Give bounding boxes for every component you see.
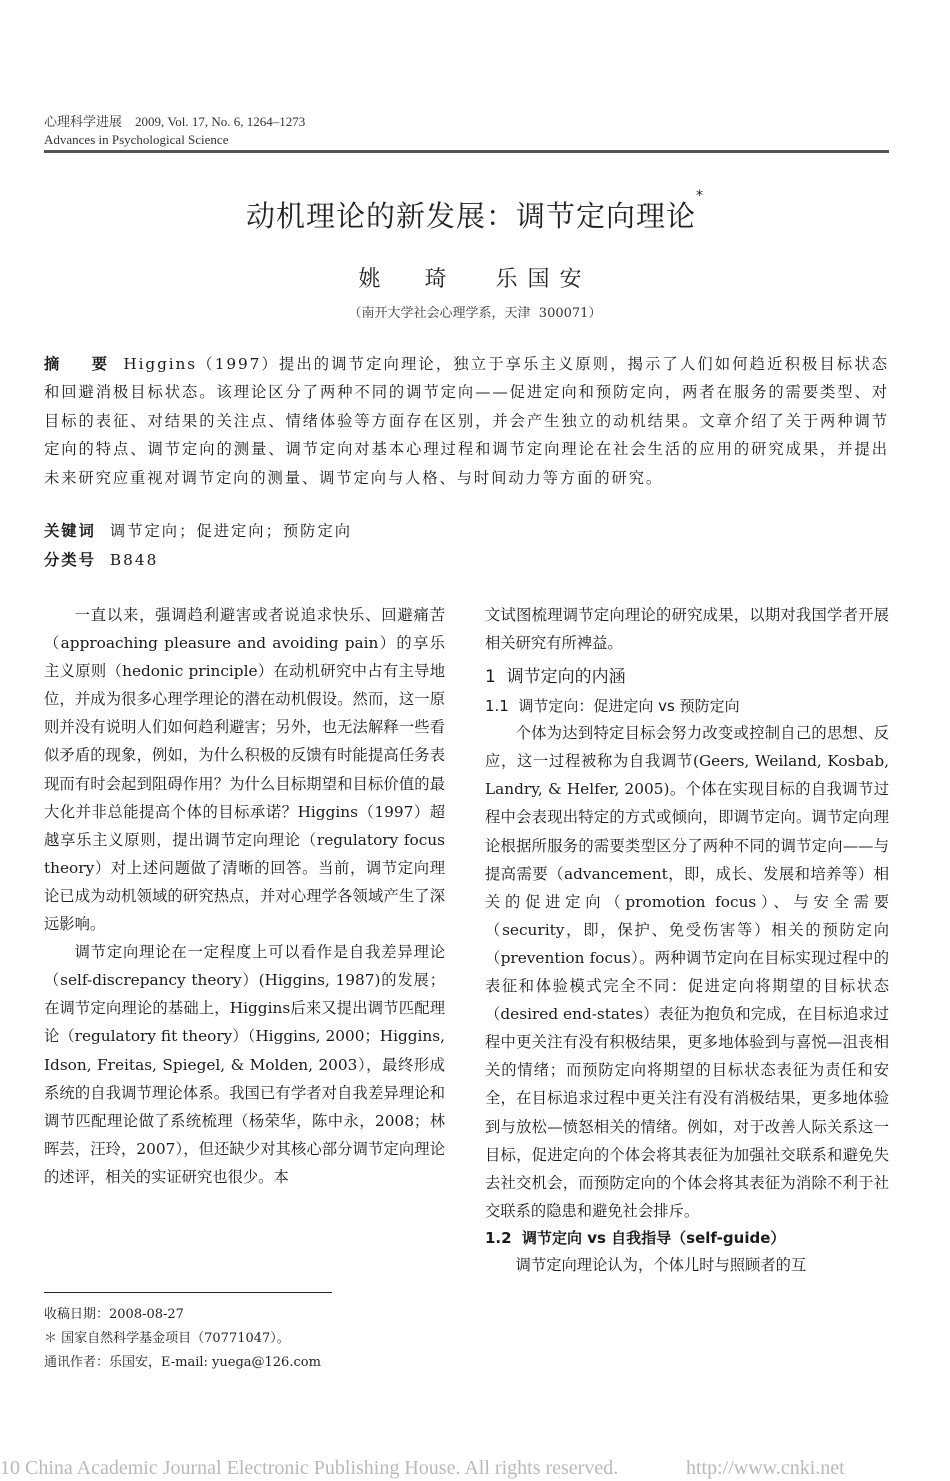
paragraph: 调节定向理论认为，个体儿时与照顾者的互 (515, 1255, 807, 1274)
paragraph: 个体为达到特定目标会努力改变或控制自己的思想、反应，这一过程被称为自我调节(Geers, Weiland, Kosbab, Landry, & Helfer, 2005)。个体在实现目标的自我调节过程中会表现出特定的方式或倾向，即调节定向。调节定向理论根据所服务的需要类型区分了两种不同的调节定向——与提高需要（advancement，即，成长、发展和培养等）相关的促进定向（promotion focus）、与安全需要（security，即，保护、免受伤害等）相关的预防定向（prevention focus）。两种调节定向在目标实现过程中的表征和体验模式完全不同：促进定向将期望的目标状态（desired end-states）表征为抱负和完成，在目标追求过程中更关注有没有积极结果，更多地体验到与喜悦—沮丧相关的情绪；而预防定向将期望的目标状态表征为责任和安全，在目标追求过程中更关注有没有消极结果，更多地体验到与放松—愤怒相关的情绪。例如，对于改善人际关系这一目标，促进定向的个体会将其表征为加强社交联系和避免失去社交机会，而预防定向的个体会将其表征为消除不利于社交联系的隐患和避免社会排斥。 (485, 724, 889, 1220)
classification (44, 548, 158, 570)
keywords (44, 519, 352, 541)
fund-note: ＊ 国家自然科学基金项目（70771047）。 (44, 1331, 290, 1346)
copyright-footer (0, 1457, 950, 1480)
journal-name-en: Advances in Psychological Science (44, 132, 229, 147)
title-footnote-mark: * (696, 188, 704, 204)
header-rule (44, 150, 889, 153)
keywords-label: 关键词 (44, 522, 96, 540)
paragraph: 一直以来，强调趋利避害或者说追求快乐、回避痛苦（approaching pleasure and avoiding pain）的享乐主义原则（hedonic principle）在动机研究中占有主导地位，并成为很多心理学理论的潜在动机假设。然而，这一原则并没有说明人们如何趋利避害；另外，也无法解释一些看似矛盾的现象，例如，为什么积极的反馈有时能提高任务表现而有时会起到阻碍作用？为什么目标期望和目标价值的最大化并非总能提高个体的目标承诺？Higgins（1997）超越享乐主义原则，提出调节定向理论（regulatory focus theory）对上述问题做了清晰的回答。当前，调节定向理论已成为动机领域的研究热点，并对心理学各领域产生了深远影响。 (44, 606, 445, 934)
paper-title (0, 188, 950, 235)
abstract (44, 350, 889, 492)
journal-header (44, 113, 305, 149)
paragraph: 调节定向理论在一定程度上可以看作是自我差异理论（self-discrepancy theory）(Higgins, 1987)的发展；在调节定向理论的基础上，Higgins后来又提出调节匹配理论（regulatory fit theory）（Higgins, 2000；Higgins, Idson, Freitas, Spiegel, & Molden, 2003），最终形成系统的自我调节理论体系。我国已有学者对自我差异理论和调节匹配理论做了系统梳理（杨荣华，陈中永，2008；林晖芸，汪玲，2007），但还缺少对其核心部分调节定向理论的述评，相关的实证研究也很少。本 (44, 943, 445, 1186)
footer-url[interactable]: http://www.cnki.net (686, 1457, 845, 1479)
subsection-heading: 1.2 调节定向 vs 自我指导（self-guide） (485, 1228, 786, 1247)
abstract-text: Higgins（1997）提出的调节定向理论，独立于享乐主义原则，揭示了人们如何趋近积极目标状态和回避消极目标状态。该理论区分了两种不同的调节定向——促进定向和预防定向，两者在服务的需要类型、对目标的表征、对结果的关注点、情绪体验等方面存在区别，并会产生独立的动机结果。文章介绍了关于两种调节定向的特点、调节定向的测量、调节定向对基本心理过程和调节定向理论在社会生活的应用的研究成果，并提出未来研究应重视对调节定向的测量、调节定向与人格、与时间动力等方面的研究。 (44, 355, 889, 487)
author-1: 姚 琦 (358, 267, 457, 292)
footnotes (44, 1303, 321, 1375)
copyright-text: 10 China Academic Journal Electronic Publishing House. All rights reserved. (0, 1457, 619, 1479)
journal-citation: 心理科学进展 2009, Vol. 17, No. 6, 1264–1273 (44, 114, 306, 129)
classification-text: B848 (109, 551, 159, 569)
title-text: 动机理论的新发展：调节定向理论 (245, 199, 696, 233)
keywords-text: 调节定向；促进定向；预防定向 (109, 522, 353, 540)
section-heading: 1 调节定向的内涵 (485, 667, 626, 688)
body-right-column (485, 601, 889, 1279)
footnote-rule (44, 1292, 332, 1293)
contact-author: 通讯作者：乐国安，E-mail: yuega@126.com (44, 1355, 321, 1370)
paragraph: 文试图梳理调节定向理论的研究成果，以期对我国学者开展相关研究有所裨益。 (485, 606, 889, 653)
affiliation: （南开大学社会心理学系，天津 300071） (348, 306, 602, 321)
author-2: 乐国安 (495, 267, 592, 292)
subsection-heading: 1.1 调节定向：促进定向 vs 预防定向 (485, 697, 740, 716)
abstract-label: 摘 要 (44, 355, 110, 373)
body-left-column (44, 601, 445, 1191)
classification-label: 分类号 (44, 551, 96, 569)
received-date: 收稿日期：2008-08-27 (44, 1307, 184, 1322)
author-list (0, 262, 950, 293)
